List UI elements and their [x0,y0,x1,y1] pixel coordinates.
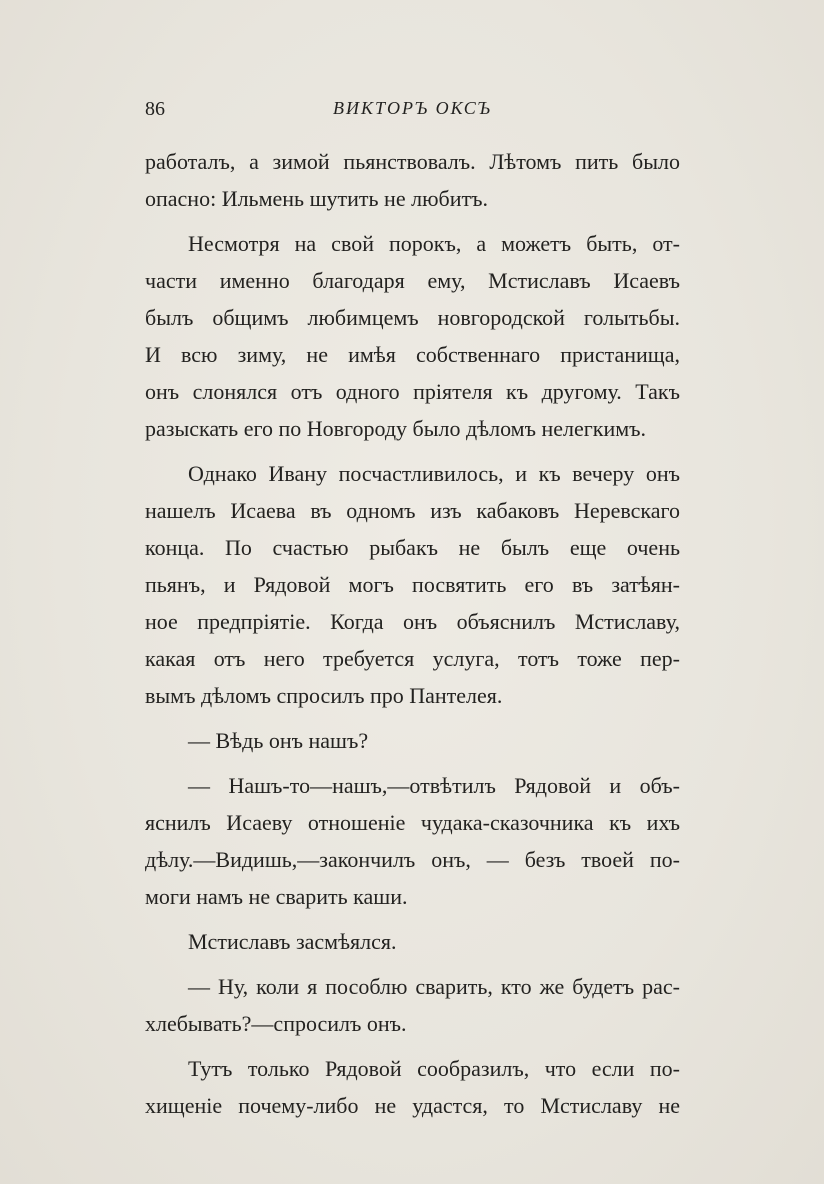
text-line: моги намъ не сварить каши. [145,884,408,909]
text-line: части именно благодаря ему, Мстиславъ Исаевъ [145,268,680,293]
text-line: дѣлу.—Видишь,—закончилъ онъ, — безъ твоей по- [145,847,680,872]
text-line: Мстиславъ засмѣялся. [188,929,397,954]
text-line: — Вѣдь онъ нашъ? [188,728,369,753]
text-line: хищенiе почему-либо не удастся, то Мстиславу не [145,1093,680,1118]
paragraph [145,923,680,960]
body-text [145,143,680,1132]
text-line: работалъ, а зимой пьянствовалъ. Лѣтомъ пить было [145,149,680,174]
text-line: Несмотря на свой порокъ, а можетъ быть, от- [188,231,680,256]
paragraph [145,1050,680,1124]
paragraph [145,722,680,759]
text-line: опасно: Ильмень шутить не любитъ. [145,186,488,211]
paragraph [145,455,680,714]
paragraph [145,225,680,447]
text-line: нашелъ Исаева въ одномъ изъ кабаковъ Неревскаго [145,498,680,523]
text-line: былъ общимъ любимцемъ новгородской голытьбы. [145,305,680,330]
paragraph [145,767,680,915]
running-title: ВИКТОРЪ ОКСЪ [333,98,492,118]
text-line: вымъ дѣломъ спросилъ про Пантелея. [145,683,503,708]
text-line: конца. По счастью рыбакъ не былъ еще очень [145,535,680,560]
page-number: 86 [145,98,165,120]
running-head [145,98,680,128]
text-line: онъ слонялся отъ одного прiятеля къ другому. Такъ [145,379,680,404]
text-line: Тутъ только Рядовой сообразилъ, что если по- [188,1056,680,1081]
text-line: — Ну, коли я пособлю сварить, кто же будетъ рас- [188,974,680,999]
text-line: разыскать его по Новгороду было дѣломъ нелегкимъ. [145,416,647,441]
text-line: какая отъ него требуется услуга, тотъ тоже пер- [145,646,680,671]
paragraph [145,143,680,217]
text-line: ное предпрiятiе. Когда онъ объяснилъ Мстиславу, [145,609,680,634]
text-line: пьянъ, и Рядовой могъ посвятить его въ затѣян- [145,572,680,597]
text-line: хлебывать?—спросилъ онъ. [145,1011,407,1036]
text-line: яснилъ Исаеву отношенiе чудака-сказочника къ ихъ [145,810,680,835]
text-line: — Нашъ-то—нашъ,—отвѣтилъ Рядовой и объ- [188,773,680,798]
text-line: Однако Ивану посчастливилось, и къ вечеру онъ [188,461,680,486]
text-line: И всю зиму, не имѣя собственнаго пристанища, [145,342,680,367]
paragraph [145,968,680,1042]
